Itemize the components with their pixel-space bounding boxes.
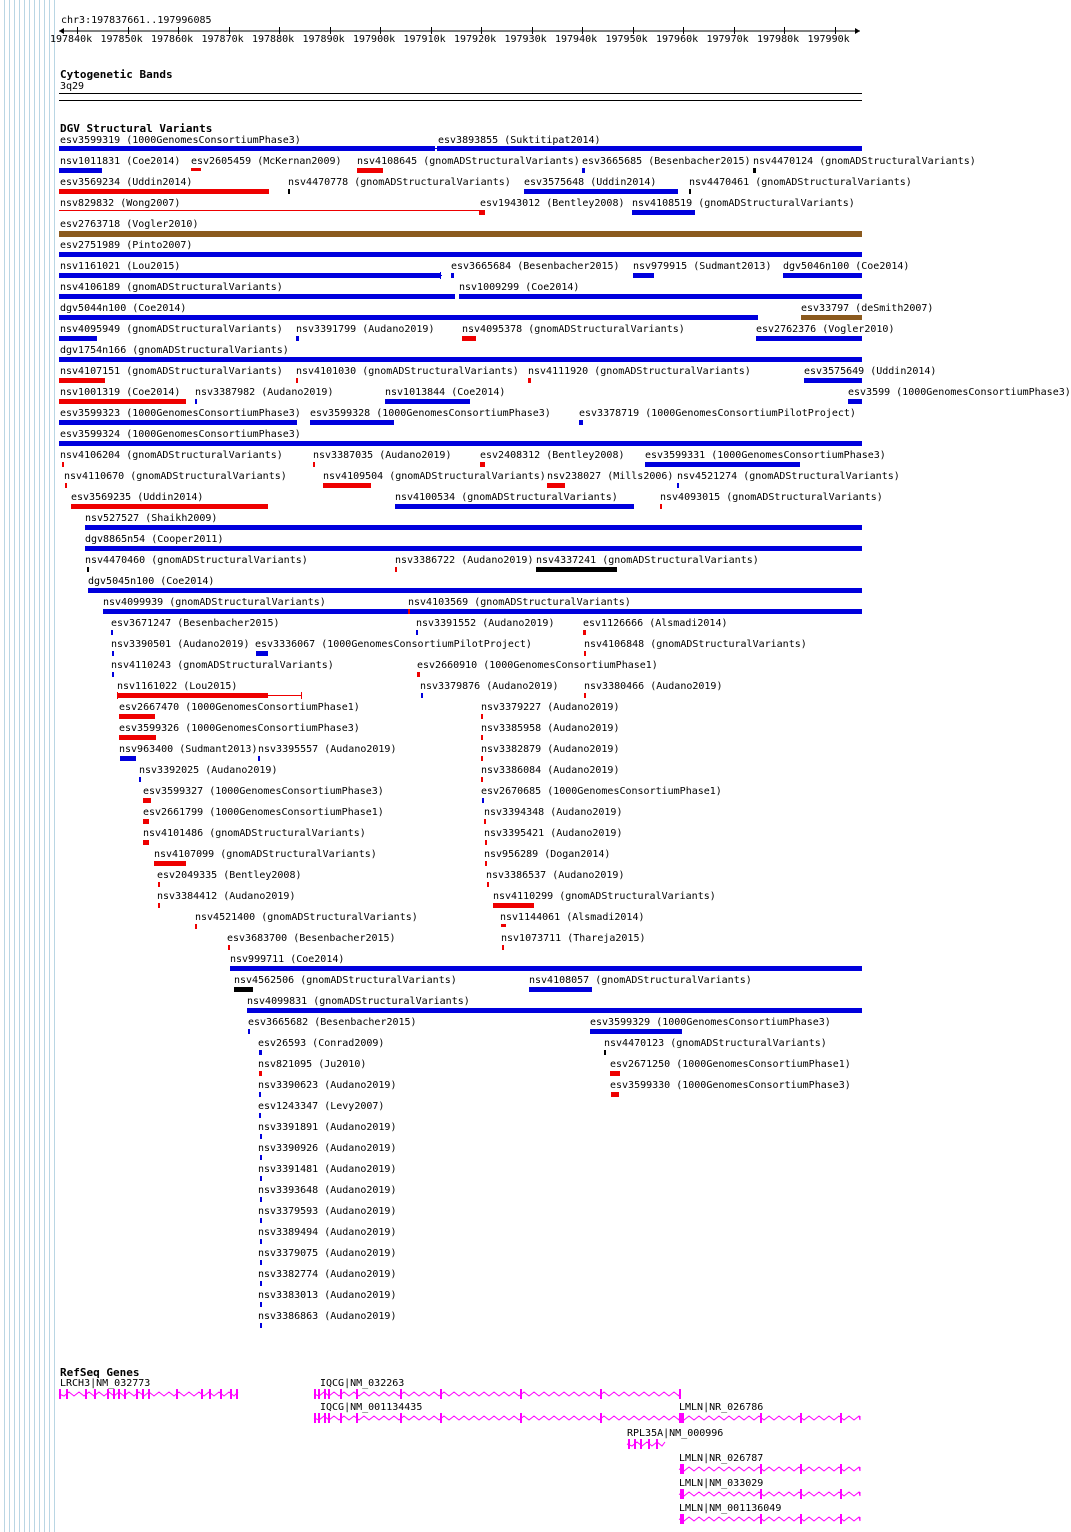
sv-label[interactable]: nsv3380466 (Audano2019)	[584, 681, 723, 692]
sv-label[interactable]: esv3599327 (1000GenomesConsortiumPhase3)	[143, 786, 384, 797]
gene-model[interactable]	[679, 1464, 860, 1474]
sv-label[interactable]: nsv3391481 (Audano2019)	[258, 1164, 397, 1175]
ruler-label: 197920k	[454, 34, 497, 45]
sv-label[interactable]: esv3665682 (Besenbacher2015)	[248, 1017, 417, 1028]
gene-model[interactable]	[314, 1413, 681, 1423]
sv-label[interactable]: nsv3382774 (Audano2019)	[258, 1269, 397, 1280]
sv-label[interactable]: esv3671247 (Besenbacher2015)	[111, 618, 280, 629]
sv-label[interactable]: nsv3379075 (Audano2019)	[258, 1248, 397, 1259]
ruler-label: 197950k	[605, 34, 648, 45]
ruler-label: 197940k	[555, 34, 598, 45]
sv-label[interactable]: nsv3379876 (Audano2019)	[420, 681, 559, 692]
sv-label[interactable]: esv2661799 (1000GenomesConsortiumPhase1)	[143, 807, 384, 818]
sv-label[interactable]: nsv3387035 (Audano2019)	[313, 450, 452, 461]
sv-label[interactable]: nsv4470123 (gnomADStructuralVariants)	[604, 1038, 827, 1049]
refseq-track-title[interactable]: RefSeq Genes	[60, 1366, 140, 1379]
sv-label[interactable]: nsv527527 (Shaikh2009)	[85, 513, 218, 524]
sv-label[interactable]: esv3569234 (Uddin2014)	[60, 177, 193, 188]
ruler-label: 197860k	[151, 34, 194, 45]
sv-label[interactable]: nsv3395557 (Audano2019)	[258, 744, 397, 755]
sv-label[interactable]: nsv3391891 (Audano2019)	[258, 1122, 397, 1133]
sv-label[interactable]: nsv4470124 (gnomADStructuralVariants)	[753, 156, 976, 167]
gene-label[interactable]: LMLN|NM_001136049	[679, 1503, 782, 1514]
sv-label[interactable]: nsv4110299 (gnomADStructuralVariants)	[493, 891, 716, 902]
sv-label[interactable]: nsv4093015 (gnomADStructuralVariants)	[660, 492, 883, 503]
sv-label[interactable]: esv3569235 (Uddin2014)	[71, 492, 204, 503]
sv-label[interactable]: esv3336067 (1000GenomesConsortiumPilotProject)	[255, 639, 532, 650]
sv-label[interactable]: nsv963400 (Sudmant2013)	[119, 744, 258, 755]
sv-label[interactable]: esv26593 (Conrad2009)	[258, 1038, 385, 1049]
ruler-label: 197990k	[807, 34, 850, 45]
sv-label[interactable]: esv3893855 (Suktitipat2014)	[438, 135, 601, 146]
sv-label[interactable]: nsv3395421 (Audano2019)	[484, 828, 623, 839]
sv-label[interactable]: nsv1009299 (Coe2014)	[459, 282, 580, 293]
sv-label[interactable]: nsv4108519 (gnomADStructuralVariants)	[632, 198, 855, 209]
sv-label[interactable]: esv2408312 (Bentley2008)	[480, 450, 625, 461]
sv-label[interactable]: nsv4100534 (gnomADStructuralVariants)	[395, 492, 618, 503]
sv-label[interactable]: nsv4111920 (gnomADStructuralVariants)	[528, 366, 751, 377]
sv-label[interactable]: nsv3389494 (Audano2019)	[258, 1227, 397, 1238]
sv-label[interactable]: nsv3394348 (Audano2019)	[484, 807, 623, 818]
sv-label[interactable]: dgv1754n166 (gnomADStructuralVariants)	[60, 345, 289, 356]
gene-model[interactable]	[314, 1389, 681, 1399]
sv-label[interactable]: nsv4110243 (gnomADStructuralVariants)	[111, 660, 334, 671]
sv-label[interactable]: nsv3387982 (Audano2019)	[195, 387, 334, 398]
gene-model[interactable]	[59, 1389, 238, 1399]
sv-label[interactable]: nsv4095378 (gnomADStructuralVariants)	[462, 324, 685, 335]
ruler-label: 197960k	[656, 34, 699, 45]
sv-label[interactable]: esv3378719 (1000GenomesConsortiumPilotProject)	[579, 408, 856, 419]
sv-label[interactable]: esv2670685 (1000GenomesConsortiumPhase1)	[481, 786, 722, 797]
sv-label[interactable]: nsv3392025 (Audano2019)	[139, 765, 278, 776]
sv-label[interactable]: esv3575648 (Uddin2014)	[524, 177, 657, 188]
sv-label[interactable]: esv33797 (deSmith2007)	[801, 303, 934, 314]
sv-label[interactable]: nsv1073711 (Thareja2015)	[501, 933, 646, 944]
position-label: chr3:197837661..197996085	[61, 15, 212, 26]
sv-label[interactable]: nsv3391552 (Audano2019)	[416, 618, 555, 629]
sv-label[interactable]: nsv4110670 (gnomADStructuralVariants)	[64, 471, 287, 482]
dgv-track-title[interactable]: DGV Structural Variants	[60, 122, 213, 135]
sv-label[interactable]: nsv1013844 (Coe2014)	[385, 387, 506, 398]
sv-label[interactable]: esv2667470 (1000GenomesConsortiumPhase1)	[119, 702, 360, 713]
sv-label[interactable]: esv3599319 (1000GenomesConsortiumPhase3)	[60, 135, 301, 146]
sv-label[interactable]: esv2763718 (Vogler2010)	[60, 219, 199, 230]
ruler-label: 197870k	[201, 34, 244, 45]
sv-label[interactable]: nsv4521274 (gnomADStructuralVariants)	[677, 471, 900, 482]
ruler-label: 197930k	[504, 34, 547, 45]
cyto-track-title[interactable]: Cytogenetic Bands	[60, 68, 173, 81]
ruler-label: 197900k	[353, 34, 396, 45]
gene-model[interactable]	[679, 1413, 860, 1423]
gene-model[interactable]	[679, 1489, 860, 1499]
sv-label[interactable]: nsv4521400 (gnomADStructuralVariants)	[195, 912, 418, 923]
sv-label[interactable]: esv3599324 (1000GenomesConsortiumPhase3)	[60, 429, 301, 440]
sv-label[interactable]: esv2671250 (1000GenomesConsortiumPhase1)	[610, 1059, 851, 1070]
sv-label[interactable]: nsv4099939 (gnomADStructuralVariants)	[103, 597, 326, 608]
sv-label[interactable]: nsv4562506 (gnomADStructuralVariants)	[234, 975, 457, 986]
sv-label[interactable]: nsv4107151 (gnomADStructuralVariants)	[60, 366, 283, 377]
sv-label[interactable]: dgv8865n54 (Cooper2011)	[85, 534, 224, 545]
sv-label[interactable]: nsv4101030 (gnomADStructuralVariants)	[296, 366, 519, 377]
cyto-band-label: 3q29	[60, 81, 85, 92]
sv-label[interactable]: nsv1011831 (Coe2014)	[60, 156, 181, 167]
sv-label[interactable]: esv1243347 (Levy2007)	[258, 1101, 385, 1112]
ruler-label: 197850k	[100, 34, 143, 45]
sv-label[interactable]: esv3599323 (1000GenomesConsortiumPhase3)	[60, 408, 301, 419]
sv-label[interactable]: nsv979915 (Sudmant2013)	[633, 261, 772, 272]
gene-label[interactable]: LMLN|NM_033029	[679, 1478, 764, 1489]
sv-label[interactable]: esv1943012 (Bentley2008)	[480, 198, 625, 209]
sv-label[interactable]: nsv4107099 (gnomADStructuralVariants)	[154, 849, 377, 860]
ruler-label: 197890k	[302, 34, 345, 45]
sv-label[interactable]: nsv4108645 (gnomADStructuralVariants)	[357, 156, 580, 167]
sv-label[interactable]: nsv3393648 (Audano2019)	[258, 1185, 397, 1196]
sv-label[interactable]: dgv5045n100 (Coe2014)	[88, 576, 215, 587]
sv-label[interactable]: nsv829832 (Wong2007)	[60, 198, 181, 209]
gene-label[interactable]: LRCH3|NM_032773	[60, 1378, 151, 1389]
sv-label[interactable]: nsv3390926 (Audano2019)	[258, 1143, 397, 1154]
ruler-label: 197880k	[252, 34, 295, 45]
ruler-label: 197910k	[403, 34, 446, 45]
sv-label[interactable]: nsv3391799 (Audano2019)	[296, 324, 435, 335]
sv-label[interactable]: esv2751989 (Pinto2007)	[60, 240, 193, 251]
sv-label[interactable]: esv3575649 (Uddin2014)	[804, 366, 937, 377]
gene-label[interactable]: LMLN|NR_026787	[679, 1453, 764, 1464]
sv-label[interactable]: esv3665684 (Besenbacher2015)	[451, 261, 620, 272]
sv-label[interactable]: nsv999711 (Coe2014)	[230, 954, 345, 965]
sv-label[interactable]: nsv4108057 (gnomADStructuralVariants)	[529, 975, 752, 986]
gene-label[interactable]: IQCG|NM_001134435	[320, 1402, 423, 1413]
sv-label[interactable]: esv1126666 (Alsmadi2014)	[583, 618, 728, 629]
sv-label[interactable]: esv3683700 (Besenbacher2015)	[227, 933, 396, 944]
sv-label[interactable]: nsv4470460 (gnomADStructuralVariants)	[85, 555, 308, 566]
sv-label[interactable]: nsv3386863 (Audano2019)	[258, 1311, 397, 1322]
gene-label[interactable]: LMLN|NR_026786	[679, 1402, 764, 1413]
gene-label[interactable]: IQCG|NM_032263	[320, 1378, 405, 1389]
sv-label[interactable]: nsv4106848 (gnomADStructuralVariants)	[584, 639, 807, 650]
ruler-label: 197840k	[50, 34, 93, 45]
sv-label[interactable]: esv2049335 (Bentley2008)	[157, 870, 302, 881]
sv-label[interactable]: esv3599328 (1000GenomesConsortiumPhase3)	[310, 408, 551, 419]
sv-label[interactable]: nsv4106204 (gnomADStructuralVariants)	[60, 450, 283, 461]
sv-label[interactable]: nsv821095 (Ju2010)	[258, 1059, 367, 1070]
sv-label[interactable]: nsv4470778 (gnomADStructuralVariants)	[288, 177, 511, 188]
sv-label[interactable]: nsv3382879 (Audano2019)	[481, 744, 620, 755]
sv-label[interactable]: nsv3386084 (Audano2019)	[481, 765, 620, 776]
sv-label[interactable]: nsv3386537 (Audano2019)	[486, 870, 625, 881]
sv-label[interactable]: nsv1144061 (Alsmadi2014)	[500, 912, 645, 923]
sv-label[interactable]: nsv4103569 (gnomADStructuralVariants)	[408, 597, 631, 608]
sv-label[interactable]: esv3599330 (1000GenomesConsortiumPhase3)	[610, 1080, 851, 1091]
sv-label[interactable]: esv3599326 (1000GenomesConsortiumPhase3)	[119, 723, 360, 734]
sv-label[interactable]: nsv3384412 (Audano2019)	[157, 891, 296, 902]
sv-label[interactable]: nsv1161022 (Lou2015)	[117, 681, 238, 692]
sv-label[interactable]: nsv4470461 (gnomADStructuralVariants)	[689, 177, 912, 188]
ruler-label: 197970k	[706, 34, 749, 45]
sv-label[interactable]: nsv4095949 (gnomADStructuralVariants)	[60, 324, 283, 335]
sv-label[interactable]: nsv4106189 (gnomADStructuralVariants)	[60, 282, 283, 293]
sv-label[interactable]: nsv238027 (Mills2006)	[547, 471, 674, 482]
gene-model[interactable]	[679, 1514, 860, 1524]
sv-label[interactable]: nsv956289 (Dogan2014)	[484, 849, 611, 860]
sv-label[interactable]: nsv3390623 (Audano2019)	[258, 1080, 397, 1091]
ruler-label: 197980k	[757, 34, 800, 45]
gene-model[interactable]	[627, 1439, 665, 1449]
sv-label[interactable]: nsv3383013 (Audano2019)	[258, 1290, 397, 1301]
sv-label[interactable]: nsv1161021 (Lou2015)	[60, 261, 181, 272]
sv-label[interactable]: nsv3379227 (Audano2019)	[481, 702, 620, 713]
sv-label[interactable]: nsv4101486 (gnomADStructuralVariants)	[143, 828, 366, 839]
sv-label[interactable]: nsv3386722 (Audano2019)	[395, 555, 534, 566]
sv-label[interactable]: esv3599 (1000GenomesConsortiumPhase3)	[848, 387, 1071, 398]
sv-label[interactable]: dgv5044n100 (Coe2014)	[60, 303, 187, 314]
sv-label[interactable]: esv3599331 (1000GenomesConsortiumPhase3)	[645, 450, 886, 461]
gene-label[interactable]: RPL35A|NM_000996	[627, 1428, 724, 1439]
sv-label[interactable]: nsv4109504 (gnomADStructuralVariants)	[323, 471, 546, 482]
sv-label[interactable]: nsv3390501 (Audano2019)	[111, 639, 250, 650]
sv-label[interactable]: esv2660910 (1000GenomesConsortiumPhase1)	[417, 660, 658, 671]
sv-label[interactable]: nsv3379593 (Audano2019)	[258, 1206, 397, 1217]
sv-label[interactable]: dgv5046n100 (Coe2014)	[783, 261, 910, 272]
sv-label[interactable]: esv2605459 (McKernan2009)	[191, 156, 342, 167]
sv-label[interactable]: nsv4337241 (gnomADStructuralVariants)	[536, 555, 759, 566]
sv-label[interactable]: nsv3385958 (Audano2019)	[481, 723, 620, 734]
sv-label[interactable]: nsv1001319 (Coe2014)	[60, 387, 181, 398]
sv-label[interactable]: esv3599329 (1000GenomesConsortiumPhase3)	[590, 1017, 831, 1028]
sv-label[interactable]: nsv4099831 (gnomADStructuralVariants)	[247, 996, 470, 1007]
sv-label[interactable]: esv3665685 (Besenbacher2015)	[582, 156, 751, 167]
sv-label[interactable]: esv2762376 (Vogler2010)	[756, 324, 895, 335]
